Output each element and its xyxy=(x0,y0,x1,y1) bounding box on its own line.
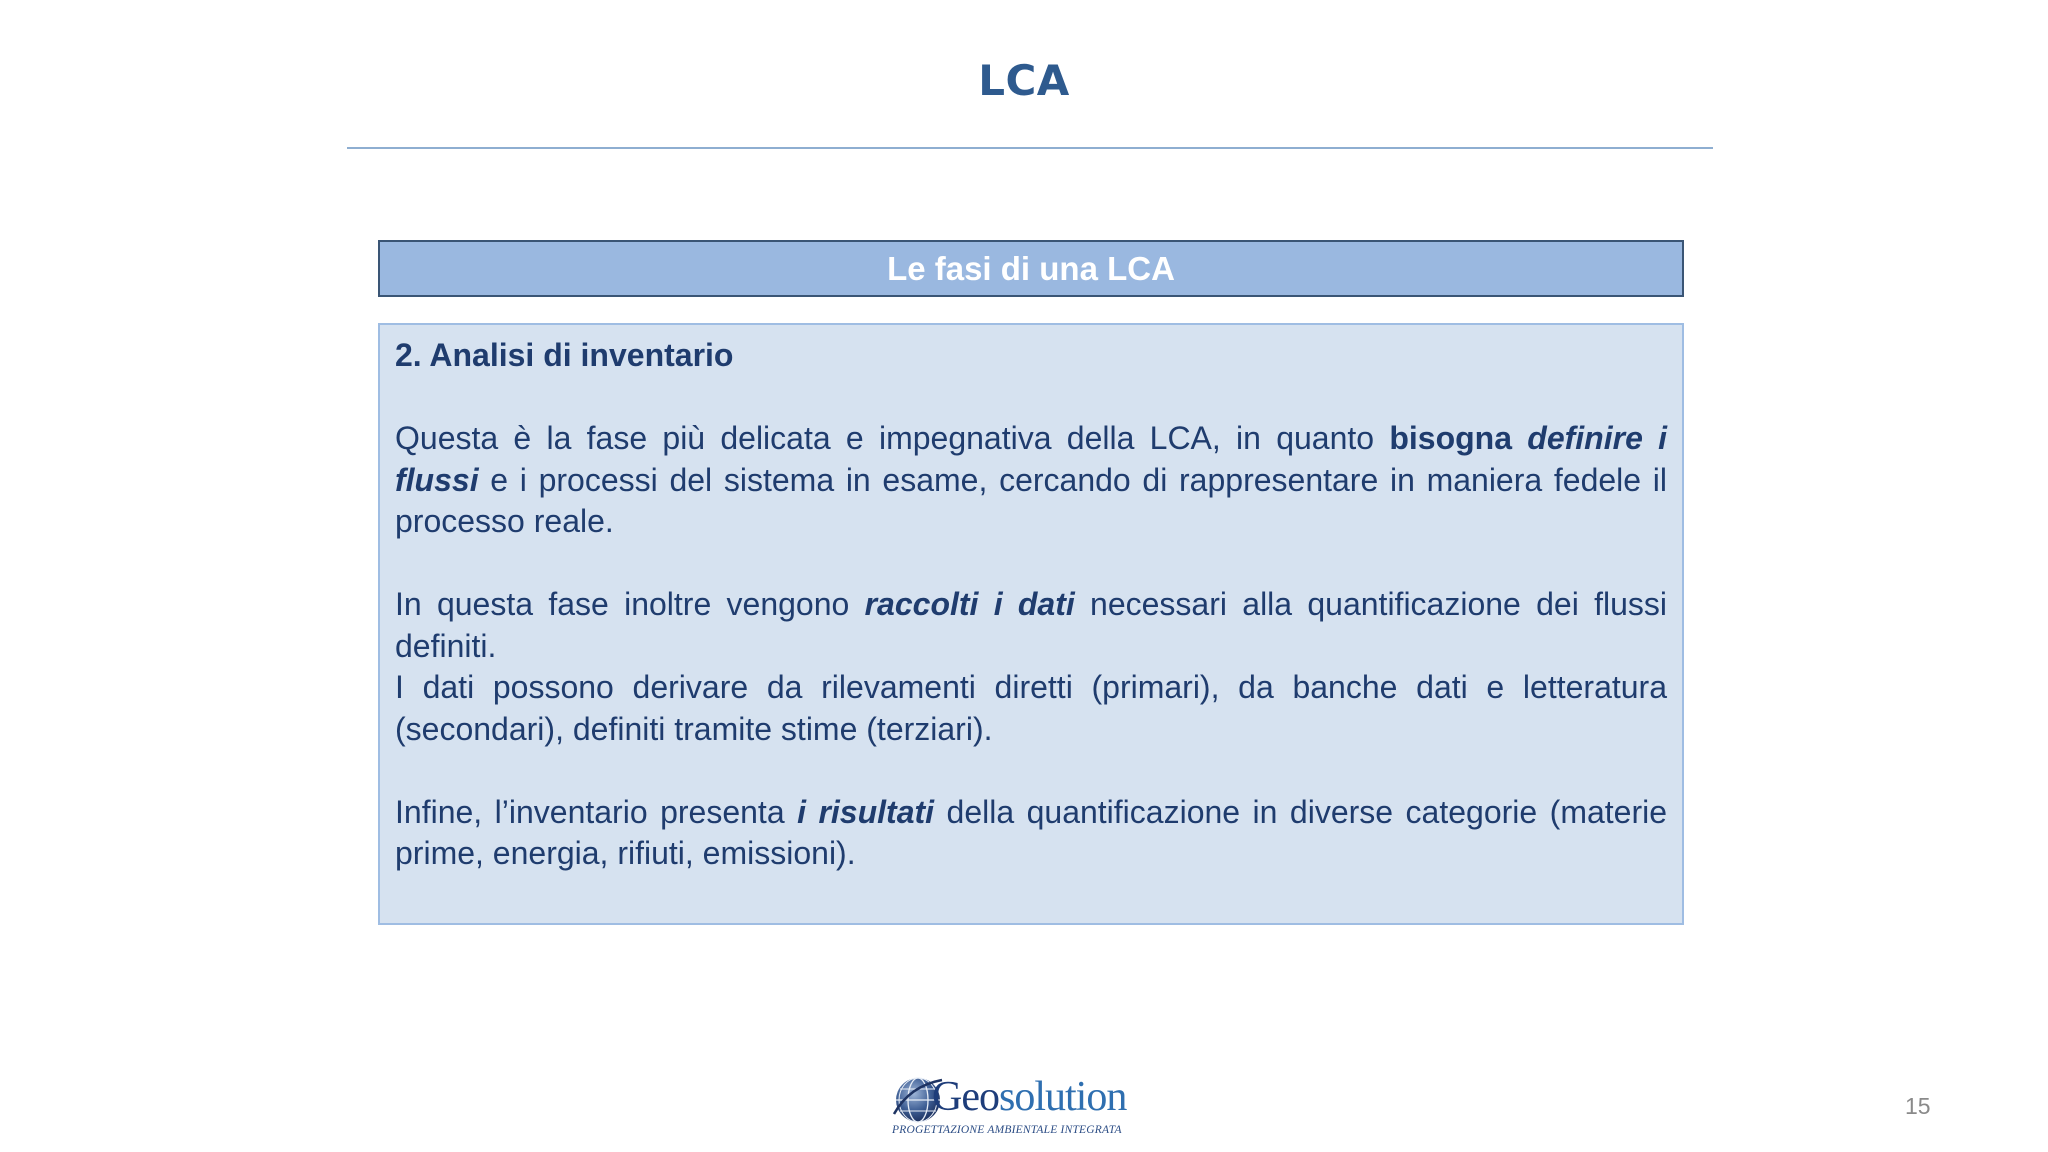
content-heading: 2. Analisi di inventario xyxy=(395,337,734,373)
spacer xyxy=(395,377,1667,419)
logo-wordmark xyxy=(932,1072,1126,1122)
logo-word-geo: Geo xyxy=(932,1074,999,1120)
paragraph-4-text-a: Infine, l’inventario presenta xyxy=(395,793,798,830)
spacer xyxy=(395,543,1667,585)
paragraph-1 xyxy=(395,418,1667,543)
logo-word-solution: solution xyxy=(998,1074,1127,1120)
paragraph-3-text: I dati possono derivare da rilevamenti diretti (primari), da banche dati e letteratura (secondari), definiti tramite stime (terziari). xyxy=(395,669,1667,747)
geosolution-logo xyxy=(892,1072,1132,1142)
slide-title: LCA xyxy=(978,56,1070,105)
paragraph-1-text-b: e i processi del sistema in esame, cercando di rappresentare in maniera fedele il processo reale. xyxy=(395,461,1667,539)
paragraph-1-text-a: Questa è la fase più delicata e impegnativa della LCA, in quanto xyxy=(395,420,1390,456)
paragraph-4-text-b: della quantificazione in diverse categorie (materie prime, energia, rifiuti, emissioni). xyxy=(395,793,1668,871)
page-number: 15 xyxy=(1905,1093,1931,1119)
paragraph-1-emphasis: definire i flussi xyxy=(395,420,1668,498)
section-header: Le fasi di una LCA xyxy=(378,240,1684,297)
paragraph-2-text-a: In questa fase inoltre vengono xyxy=(395,586,865,622)
paragraph-1-bold: bisogna xyxy=(1389,420,1528,456)
paragraph-2 xyxy=(395,584,1667,667)
title-divider xyxy=(347,147,1713,149)
paragraph-4 xyxy=(395,792,1667,875)
spacer xyxy=(395,750,1667,792)
content-box xyxy=(378,323,1684,925)
paragraph-3 xyxy=(395,667,1667,750)
logo-tagline: PROGETTAZIONE AMBIENTALE INTEGRATA xyxy=(892,1124,1122,1136)
paragraph-4-emphasis: i risultati xyxy=(797,793,935,830)
paragraph-2-text-b: necessari alla quantificazione dei flussi definiti. xyxy=(395,586,1668,664)
paragraph-2-emphasis: raccolti i dati xyxy=(864,586,1075,622)
